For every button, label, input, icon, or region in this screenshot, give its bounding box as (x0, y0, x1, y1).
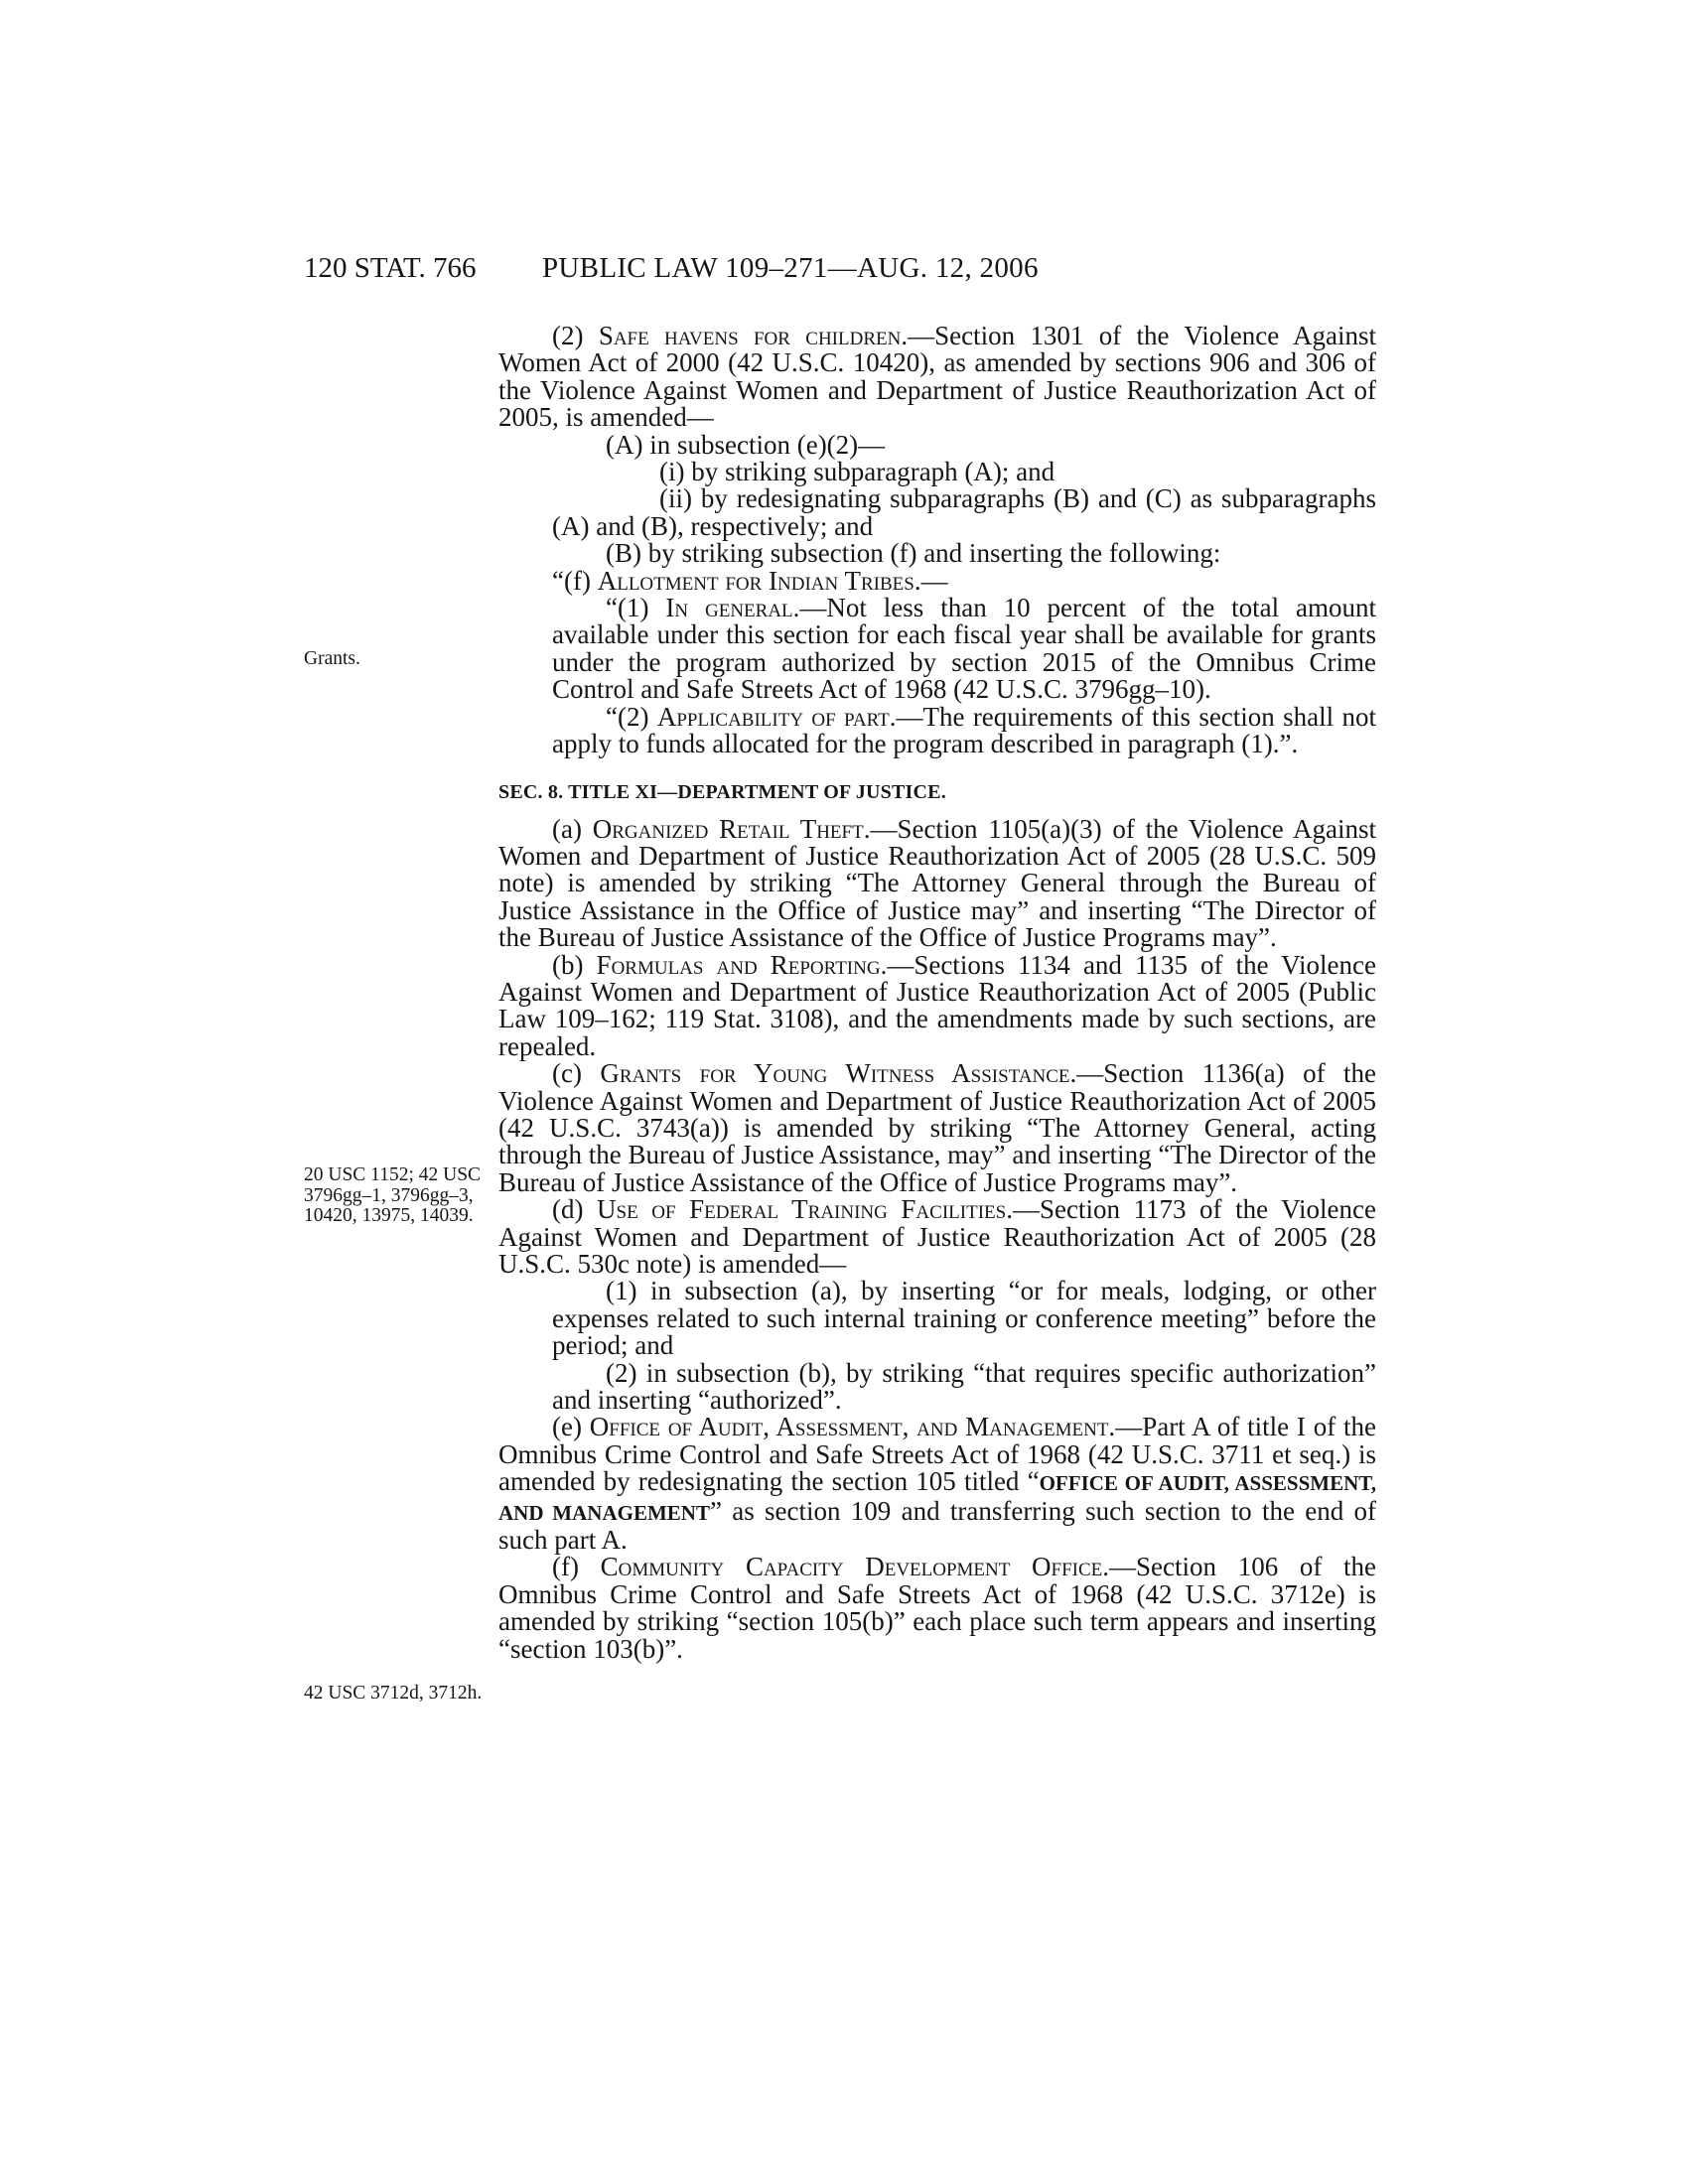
section-heading: SEC. 8. TITLE XI—DEPARTMENT OF JUSTICE. (498, 780, 946, 803)
subsection-f-community-capacity: (f) Community Capacity Development Office.—Section 106 of the Omnibus Crime Control and Safe Streets Act of 1968 (42 U.S.C. 3712e) is amended by striking “section 105(b)” each place such term appears and inserting “section 103(b)”. (498, 1552, 1377, 1664)
subsection-e-audit: (e) Office of Audit, Assessment, and Management.—Part A of title I of the Omnibus Crime Control and Safe Streets Act of 1968 (42 U.S.C. 3711 et seq.) is amended by redesignating the section 105 titled “OFFICE OF AUDIT, ASSESSMENT, AND MANAGEMENT” as section 109 and transferring such section to the end of such part A. (498, 1412, 1377, 1556)
clause-i: (i) by striking subparagraph (A); and (659, 457, 1055, 487)
clause-ii: (ii) by redesignating subparagraphs (B) and (C) as subparagraphs (A) and (B), respectively; and (552, 483, 1376, 541)
stat-page-number: 120 STAT. 766 (304, 252, 477, 284)
heading-allotment: Allotment for Indian Tribes. (597, 565, 921, 596)
margin-note-usc-2: 42 USC 3712d, 3712h. (304, 1683, 483, 1704)
heading-training-facilities: Use of Federal Training Facilities. (597, 1194, 1013, 1225)
heading-community-capacity: Community Capacity Development Office. (600, 1552, 1110, 1582)
subsection-b-formulas: (b) Formulas and Reporting.—Sections 1134 and 1135 of the Violence Against Women and Department of Justice Reauthorization Act of 2005 (Public Law 109–162; 119 Stat. 3108), and the amendments made by such sections, are repealed. (498, 949, 1376, 1061)
subparagraph-a: (A) in subsection (e)(2)— (606, 429, 886, 460)
paragraph-d-2: (2) in subsection (b), by striking “that requires specific authorization” and inserting “authorized”. (552, 1357, 1376, 1416)
subparagraph-b: (B) by striking subsection (f) and inserting the following: (606, 538, 1221, 569)
heading-organized-retail-theft: Organized Retail Theft. (592, 813, 871, 844)
paragraph-d-1: (1) in subsection (a), by inserting “or for meals, lodging, or other expenses related to such internal training or conference meeting” before the period; and (552, 1276, 1376, 1361)
document-body (498, 323, 1376, 1663)
subsection-d-training-facilities: (d) Use of Federal Training Facilities.—Section 1173 of the Violence Against Women and Department of Justice Reauthorization Act of 2005 (28 U.S.C. 530c note) is amended— (498, 1194, 1377, 1279)
margin-note-usc-1: 20 USC 1152; 42 USC 3796gg–1, 3796gg–3, 10420, 13975, 14039. (304, 1164, 482, 1226)
heading-applicability: Applicability of part. (656, 701, 897, 732)
heading-formulas: Formulas and Reporting. (596, 949, 888, 980)
heading-young-witness: Grants for Young Witness Assistance. (600, 1058, 1077, 1089)
subsection-a-organized-retail-theft: (a) Organized Retail Theft.—Section 1105(a)(3) of the Violence Against Women and Department of Justice Reauthorization Act of 2005 (28 U.S.C. 509 note) is amended by striking “The Attorney General through the Bureau of Justice Assistance in the Office of Justice may” and inserting “The Director of the Bureau of Justice Assistance of the Office of Justice Programs may”. (498, 813, 1376, 953)
heading-in-general: In general. (665, 593, 800, 623)
subsection-f-allotment: “(f) Allotment for Indian Tribes.— (552, 565, 948, 596)
heading-safe-havens: Safe havens for children. (598, 321, 909, 350)
paragraph-2-applicability: “(2) Applicability of part.—The requirements of this section shall not apply to funds allocated for the program described in paragraph (1).”. (552, 701, 1376, 759)
margin-note-grants: Grants. (304, 648, 360, 669)
paragraph-2-safe-havens: (2) Safe havens for children.—Section 1301 of the Violence Against Women Act of 2000 (42 U.S.C. 10420), as amended by sections 906 and 306 of the Violence Against Women and Department of Justice Reauthorization Act of 2005, is amended— (498, 321, 1377, 433)
paragraph-1-in-general: “(1) In general.—Not less than 10 percent of the total amount available under this section for each fiscal year shall be available for grants under the program authorized by section 2015 of the Omnibus Crime Control and Safe Streets Act of 1968 (42 U.S.C. 3796gg–10). (552, 593, 1377, 705)
heading-audit: Office of Audit, Assessment, and Management. (589, 1412, 1116, 1442)
running-header-title: PUBLIC LAW 109–271—AUG. 12, 2006 (542, 252, 1039, 284)
subsection-c-young-witness: (c) Grants for Young Witness Assistance.—Section 1136(a) of the Violence Against Women and Department of Justice Reauthorization Act of 2005 (42 U.S.C. 3743(a)) is amended by striking “The Attorney General, acting through the Bureau of Justice Assistance, may” and inserting “The Director of the Bureau of Justice Assistance of the Office of Justice Programs may”. (498, 1058, 1376, 1197)
bold-section-title: OFFICE OF AUDIT, ASSESSMENT, AND MANAGEMENT (498, 1471, 1376, 1525)
